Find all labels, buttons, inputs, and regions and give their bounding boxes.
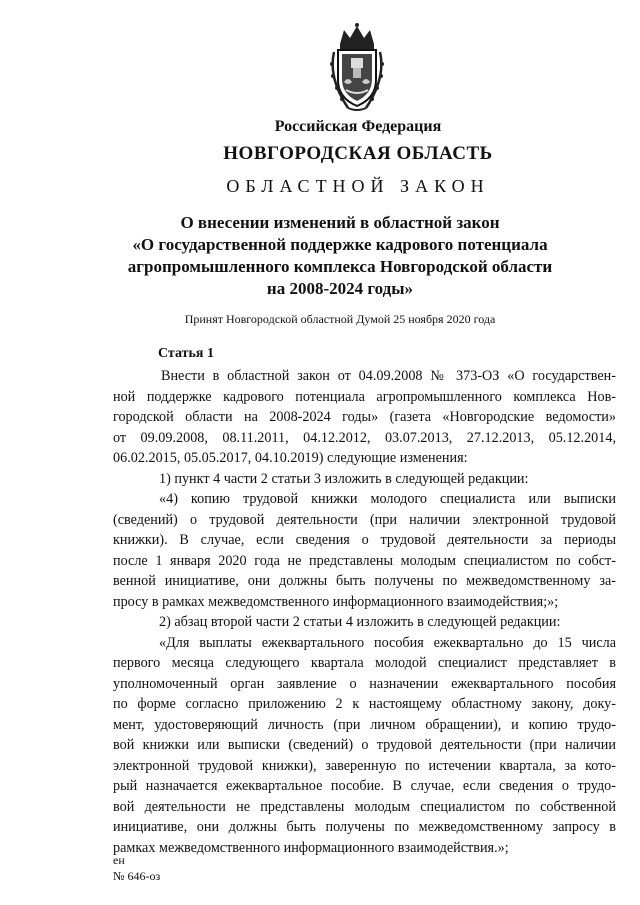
- body-line: от 09.09.2008, 08.11.2011, 04.12.2012, 03.07.2013, 27.12.2013, 05.12.2014,: [113, 429, 616, 446]
- body-line: электронной трудовой книжки), заверенную по истечении квартала, за кото-: [113, 757, 616, 774]
- law-title-line: О внесении изменений в областной закон: [180, 213, 500, 232]
- region-heading: НОВГОРОДСКАЯ ОБЛАСТЬ: [223, 143, 493, 164]
- body-line: ной поддержке кадрового потенциала агропромышленного комплекса Нов-: [113, 388, 616, 405]
- body-line: венной инициативе, они должны быть получены по межведомственному за-: [113, 573, 616, 589]
- body-line: «Для выплаты ежеквартального пособия ежеквартально до 15 числа: [159, 634, 616, 651]
- law-type-heading: ОБЛАСТНОЙ ЗАКОН: [226, 176, 490, 196]
- body-line: «4) копию трудовой книжки молодого специалиста или выписки: [159, 491, 616, 507]
- body-line: городской области на 2008-2024 годы» (газета «Новгородские ведомости»: [113, 409, 616, 425]
- adoption-note: Принят Новгородской областной Думой 25 ноября 2020 года: [184, 312, 496, 326]
- body-line: Внести в областной закон от 04.09.2008 № 373-ОЗ «О государствен-: [161, 368, 616, 384]
- body-line: 2) абзац второй части 2 статьи 4 изложить в следующей редакции:: [159, 614, 561, 630]
- footer-initials: ен: [113, 853, 125, 867]
- law-title-line: «О государственной поддержке кадрового потенциала: [132, 235, 548, 254]
- article-body: [113, 366, 616, 858]
- law-number: № 646-оз: [113, 869, 161, 883]
- body-line: мент, удостоверяющий личность (при личном обращении), и копию трудо-: [113, 716, 616, 733]
- body-line: просу в рамках межведомственного информационного взаимодействия;»;: [113, 593, 559, 610]
- body-line: по форме согласно приложению 2 к настоящему областному закону, доку-: [113, 696, 616, 712]
- body-line: вой книжки или выписки (сведений) о трудовой деятельности (при наличии: [113, 737, 616, 753]
- document-footer: [113, 852, 160, 884]
- body-line: инициативе, они должны быть получены по межведомственному запросу в: [113, 819, 616, 835]
- law-title: [70, 212, 610, 300]
- coat-of-arms-emblem: [326, 22, 388, 114]
- law-title-line: агропромышленного комплекса Новгородской области: [127, 257, 553, 276]
- body-line: 06.02.2015, 05.05.2017, 04.10.2019) следующие изменения:: [113, 450, 468, 466]
- body-line: первого месяца следующего квартала молодой специалист представляет в: [113, 655, 616, 671]
- body-line: вой деятельности не представлены молодым специалистом по собственной: [113, 798, 616, 815]
- body-line: (сведений) о трудовой деятельности (при наличии электронной трудовой: [113, 511, 616, 528]
- body-line: рамках межведомственного информационного взаимодействия.»;: [113, 839, 509, 856]
- country-heading: Российская Федерация: [274, 118, 442, 135]
- article-heading: Статья 1: [158, 346, 214, 361]
- body-line: книжки). В случае, если сведения о трудовой деятельности за периоды: [113, 532, 616, 548]
- body-line: после 1 января 2020 года не представлены молодым специалистом по собст-: [113, 552, 616, 569]
- body-line: 1) пункт 4 части 2 статьи 3 изложить в следующей редакции:: [159, 470, 529, 487]
- body-line: рый назначается ежеквартальное пособие. В случае, если сведения о трудо-: [113, 778, 616, 794]
- law-title-line: на 2008-2024 годы»: [266, 279, 414, 298]
- body-line: уполномоченный орган заявление о назначении ежеквартального пособия: [113, 675, 616, 692]
